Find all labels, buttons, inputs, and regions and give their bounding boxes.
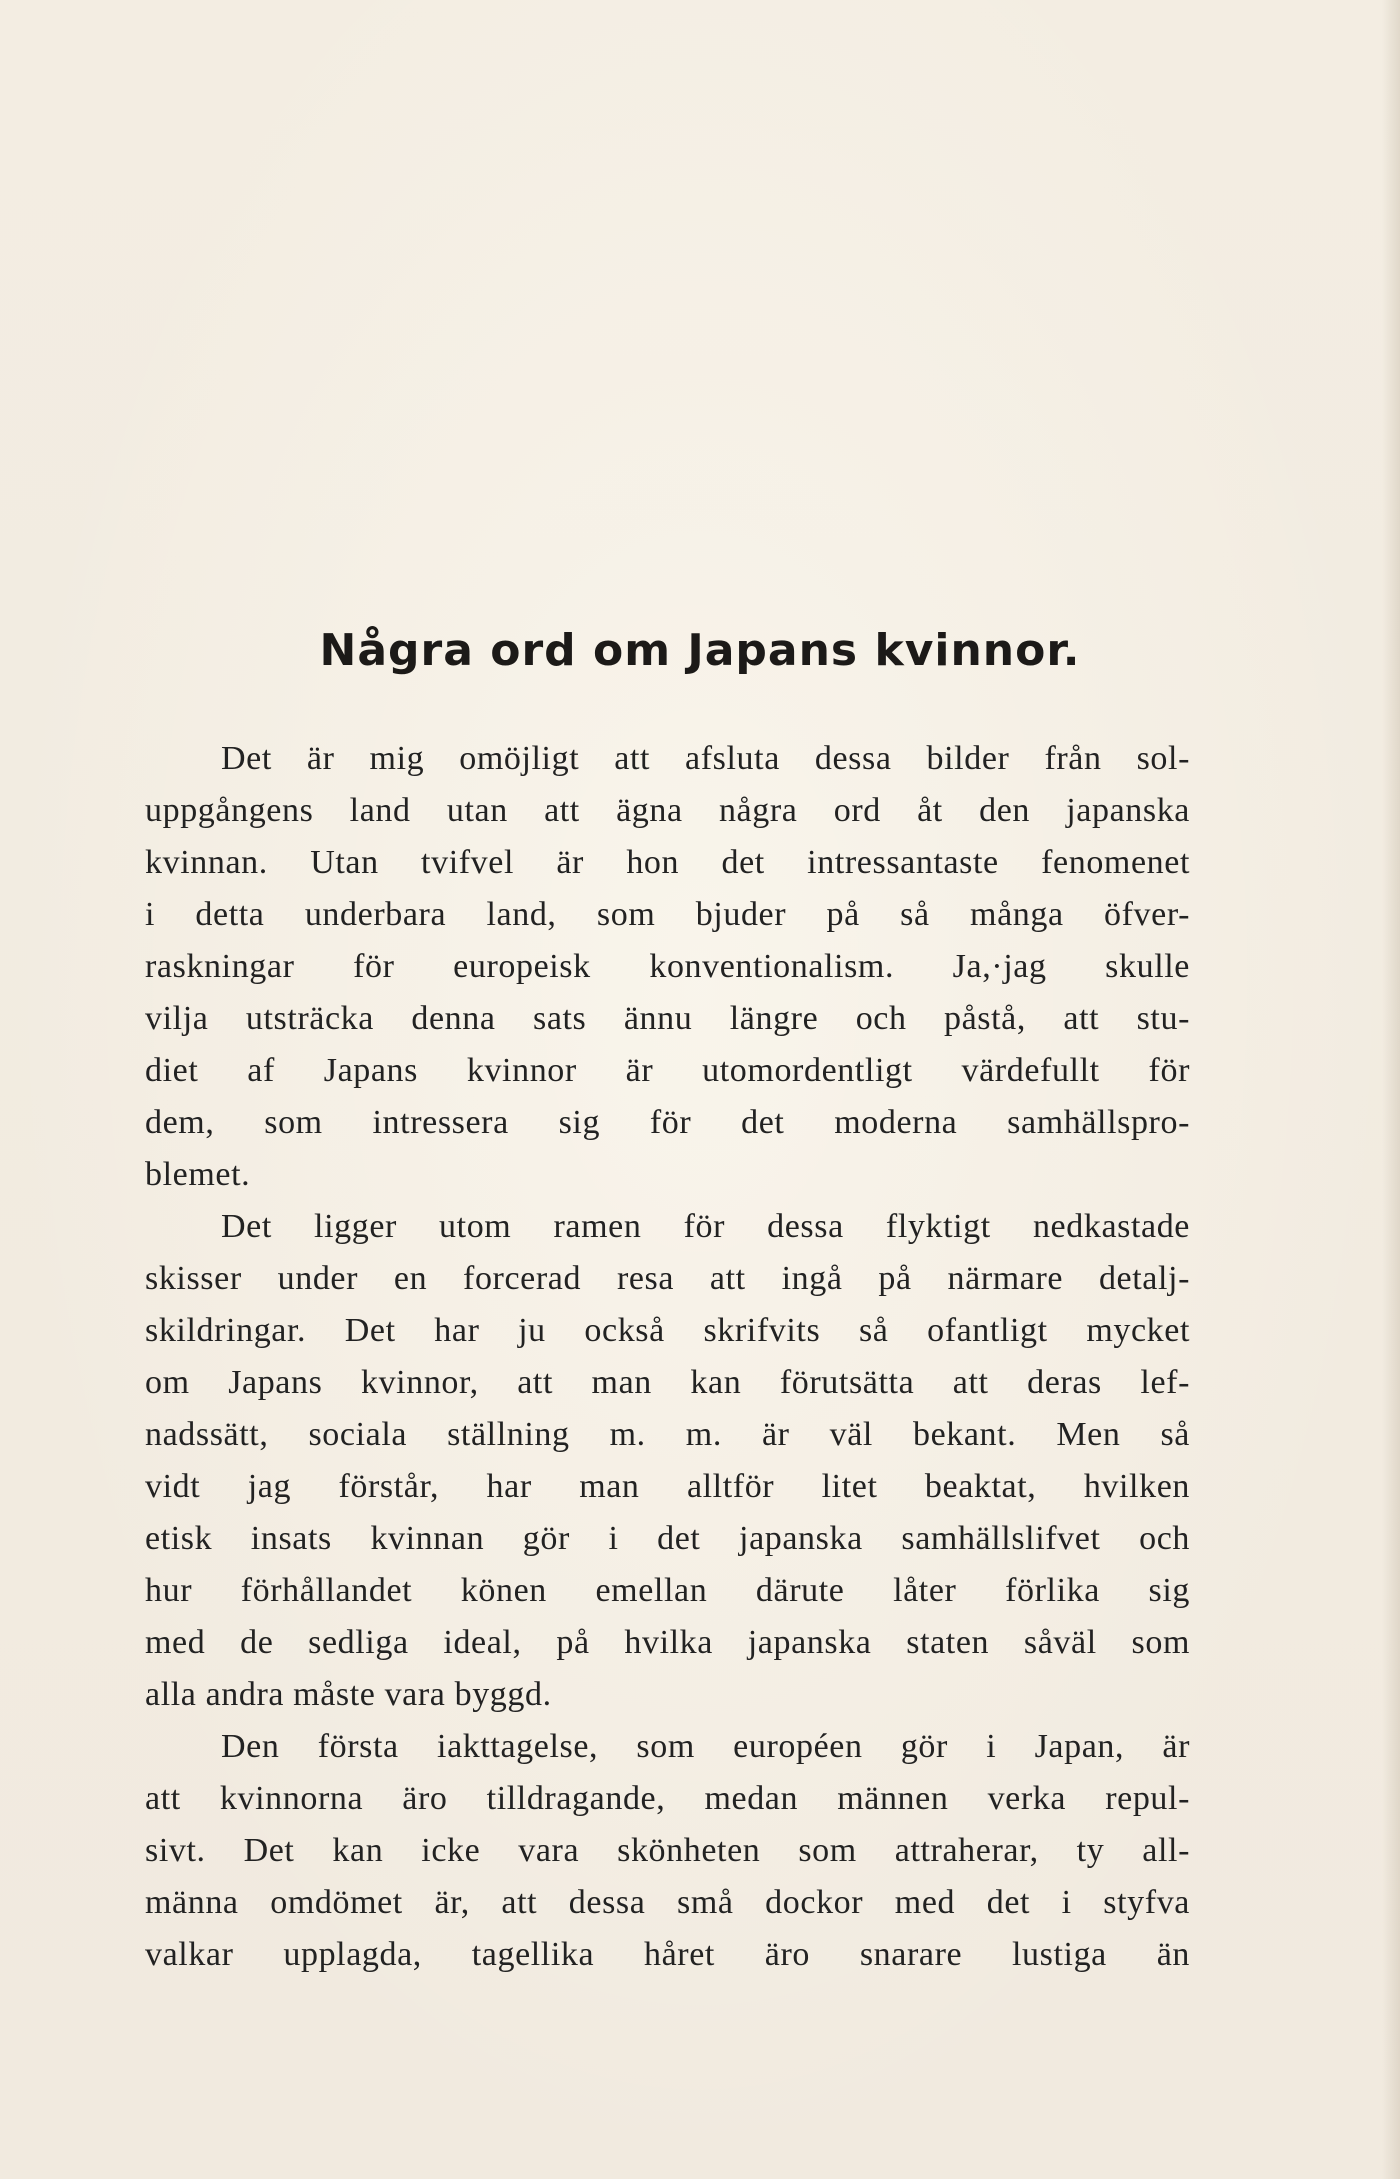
body-text (145, 733, 1190, 1981)
text-line: uppgångens land utan att ägna några ord åt den japanska (145, 792, 1190, 829)
text-line: valkar upplagda, tagellika håret äro snarare lustiga än (145, 1936, 1190, 1973)
text-line: med de sedliga ideal, på hvilka japanska staten såväl som (145, 1624, 1190, 1661)
text-line: skildringar. Det har ju också skrifvits så ofantligt mycket (145, 1312, 1190, 1349)
text-line: Det är mig omöjligt att afsluta dessa bilder från sol- (221, 740, 1190, 777)
text-line: vilja utsträcka denna sats ännu längre och påstå, att stu- (145, 1000, 1190, 1037)
text-line: sivt. Det kan icke vara skönheten som attraherar, ty all- (145, 1832, 1190, 1869)
text-line: om Japans kvinnor, att man kan förutsätta att deras lef- (145, 1364, 1190, 1401)
text-line: Den första iakttagelse, som européen gör i Japan, är (221, 1728, 1190, 1765)
text-line: männa omdömet är, att dessa små dockor med det i styfva (145, 1884, 1190, 1921)
text-line: kvinnan. Utan tvifvel är hon det intressantaste fenomenet (145, 844, 1190, 881)
text-line: hur förhållandet könen emellan därute låter förlika sig (145, 1572, 1190, 1609)
text-line: blemet. (145, 1156, 251, 1193)
text-line: i detta underbara land, som bjuder på så många öfver- (145, 896, 1190, 933)
text-line: raskningar för europeisk konventionalism. Ja,·jag skulle (145, 948, 1190, 985)
text-line: diet af Japans kvinnor är utomordentligt värdefullt för (145, 1052, 1190, 1089)
text-line: alla andra måste vara byggd. (145, 1676, 552, 1713)
page-edge-shadow (1382, 0, 1400, 2179)
text-line: nadssätt, sociala ställning m. m. är väl bekant. Men så (145, 1416, 1190, 1453)
text-line: etisk insats kvinnan gör i det japanska samhällslifvet och (145, 1520, 1190, 1557)
chapter-title: Några ord om Japans kvinnor. (319, 625, 1081, 676)
text-line: skisser under en forcerad resa att ingå på närmare detalj- (145, 1260, 1190, 1297)
text-line: vidt jag förstår, har man alltför litet beaktat, hvilken (145, 1468, 1190, 1505)
text-line: Det ligger utom ramen för dessa flyktigt nedkastade (221, 1208, 1190, 1245)
text-line: att kvinnorna äro tilldragande, medan männen verka repul- (145, 1780, 1190, 1817)
text-line: dem, som intressera sig för det moderna samhällspro- (145, 1104, 1190, 1141)
